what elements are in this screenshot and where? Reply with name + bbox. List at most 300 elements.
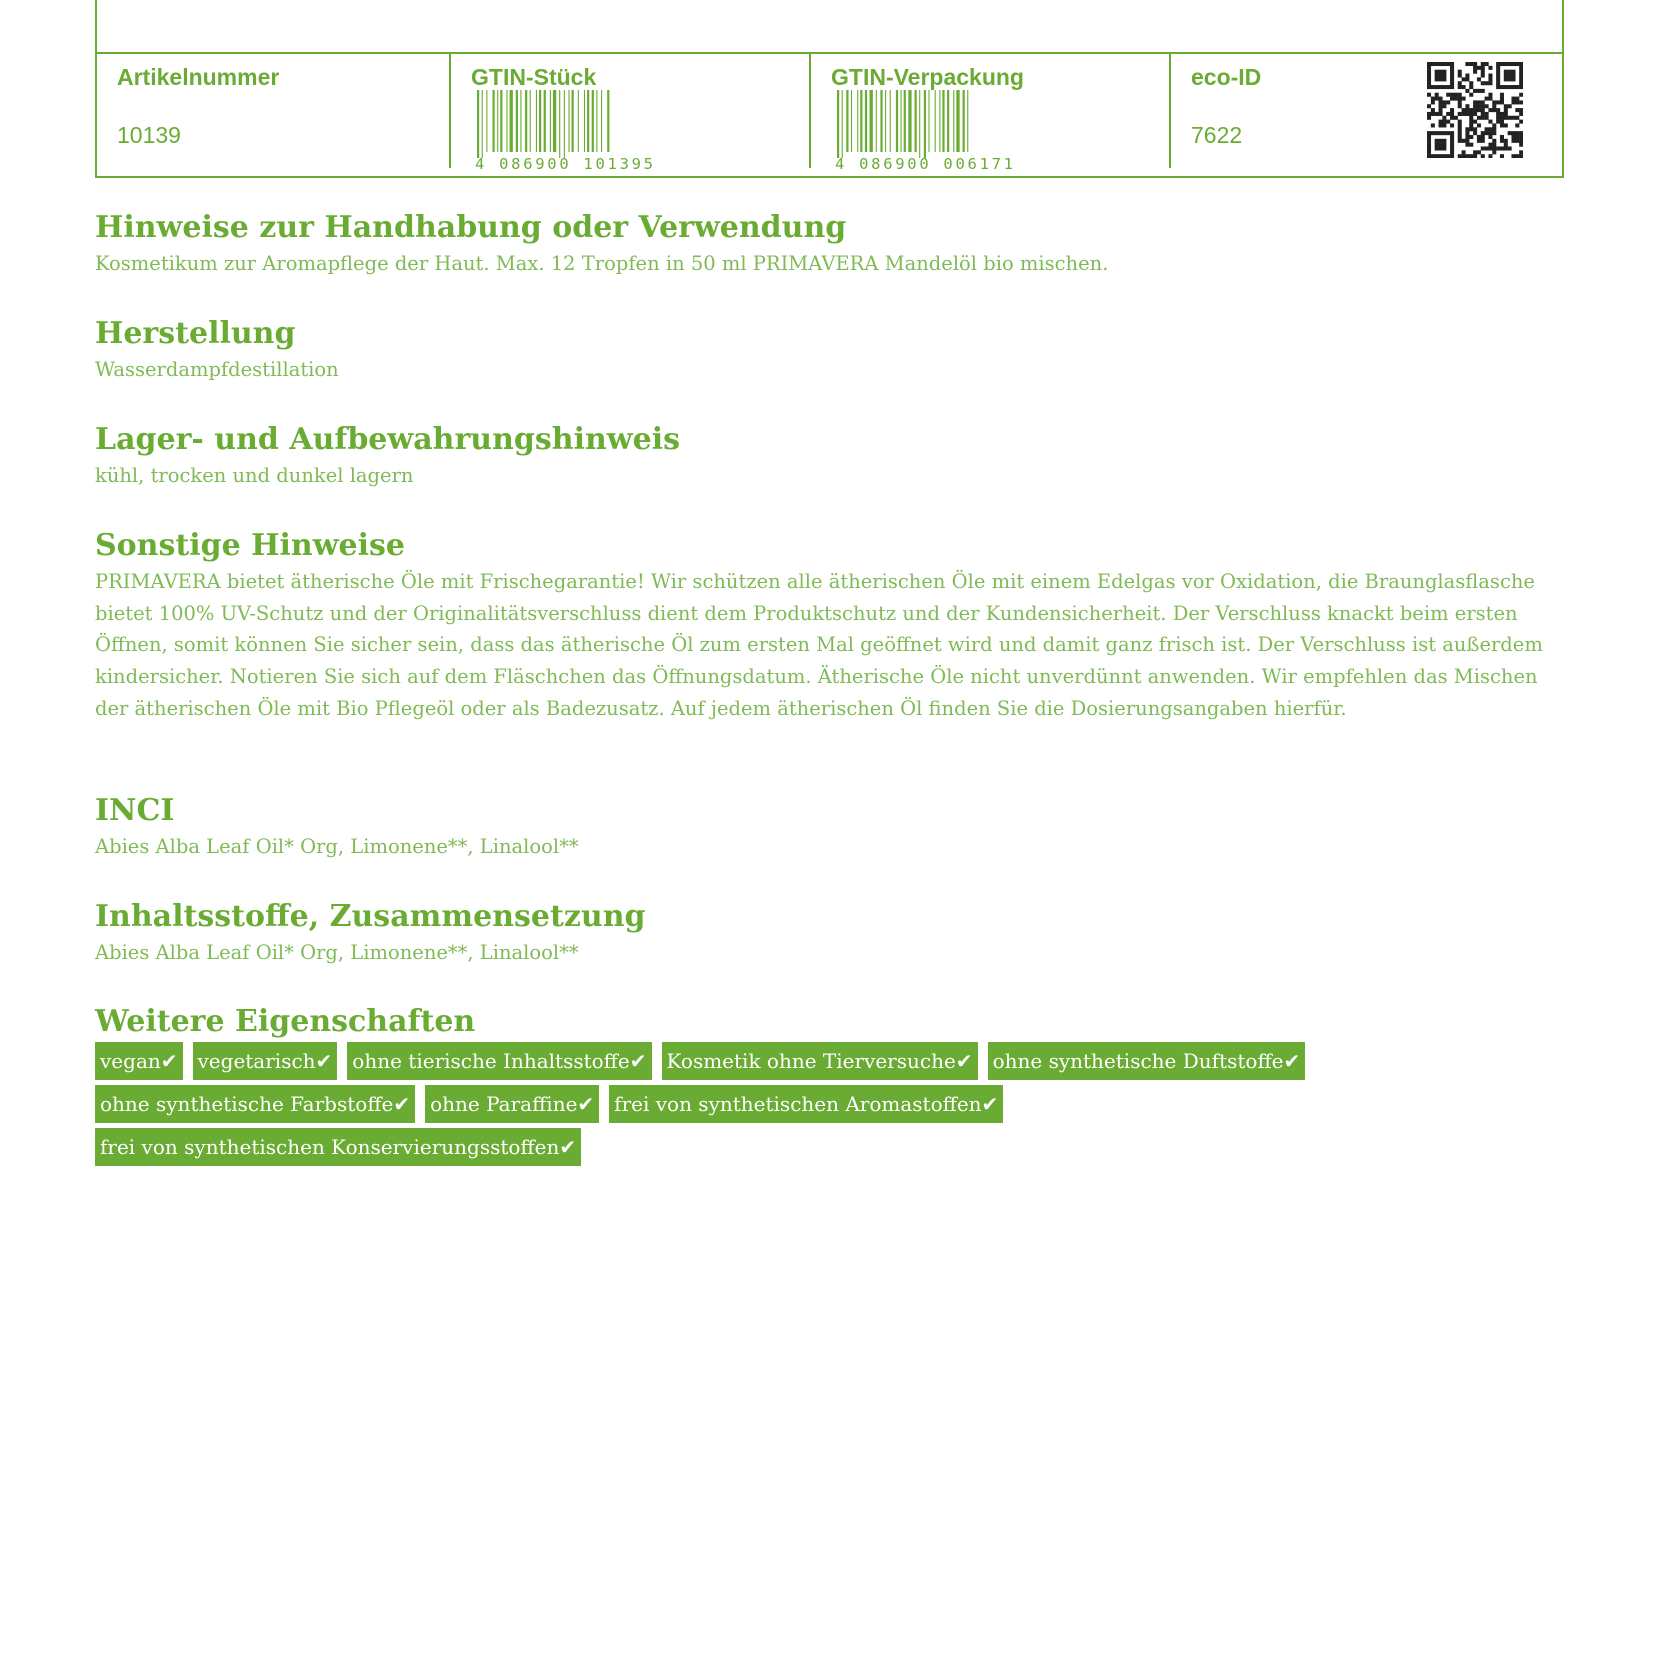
qr-module <box>1435 154 1439 158</box>
qr-module <box>1500 97 1504 101</box>
qr-module <box>1511 74 1515 78</box>
qr-module <box>1488 131 1492 135</box>
gtin-piece-cell <box>449 54 811 172</box>
qr-module <box>1427 70 1431 74</box>
qr-module <box>1442 123 1446 127</box>
qr-module <box>1515 116 1519 120</box>
qr-module <box>1508 131 1512 135</box>
qr-module <box>1446 131 1450 135</box>
qr-module <box>1427 77 1431 81</box>
qr-module <box>1511 131 1515 135</box>
qr-module <box>1465 77 1469 81</box>
qr-module <box>1458 127 1462 131</box>
qr-module <box>1450 77 1454 81</box>
qr-module <box>1442 74 1446 78</box>
barcode-bar <box>530 90 531 152</box>
qr-module <box>1492 150 1496 154</box>
qr-module <box>1458 93 1462 97</box>
qr-module <box>1511 116 1515 120</box>
qr-module <box>1439 97 1443 101</box>
qr-module <box>1481 116 1485 120</box>
qr-module <box>1500 116 1504 120</box>
qr-module <box>1431 131 1435 135</box>
qr-module <box>1504 77 1508 81</box>
qr-module <box>1492 143 1496 147</box>
barcode-bar <box>516 90 518 152</box>
qr-module <box>1439 139 1443 143</box>
qr-module <box>1496 146 1500 150</box>
qr-module <box>1485 127 1489 131</box>
qr-module <box>1504 143 1508 147</box>
qr-module <box>1488 135 1492 139</box>
qr-module <box>1508 146 1512 150</box>
qr-module <box>1458 104 1462 108</box>
qr-module <box>1439 131 1443 135</box>
qr-module <box>1508 62 1512 66</box>
qr-module <box>1469 93 1473 97</box>
qr-module <box>1435 70 1439 74</box>
qr-module <box>1462 97 1466 101</box>
section-text: Abies Alba Leaf Oil* Org, Limonene**, Linalool** <box>95 835 579 858</box>
qr-module <box>1465 127 1469 131</box>
qr-module <box>1473 154 1477 158</box>
qr-module <box>1488 93 1492 97</box>
qr-module <box>1492 104 1496 108</box>
qr-module <box>1439 74 1443 78</box>
barcode-bar <box>915 90 917 152</box>
section-other-notes <box>95 526 1565 725</box>
qr-module <box>1473 66 1477 70</box>
qr-module <box>1469 62 1473 66</box>
qr-module <box>1427 150 1431 154</box>
qr-module <box>1450 74 1454 78</box>
qr-module <box>1519 108 1523 112</box>
qr-module <box>1519 143 1523 147</box>
qr-module <box>1496 81 1500 85</box>
section-inci <box>95 791 1565 863</box>
qr-module <box>1485 116 1489 120</box>
barcode-bar <box>857 90 858 152</box>
qr-module <box>1481 81 1485 85</box>
qr-module <box>1496 100 1500 104</box>
barcode-bar <box>601 90 602 152</box>
gtin-piece-label: GTIN-Stück <box>471 64 597 90</box>
qr-module <box>1496 62 1500 66</box>
qr-module <box>1427 81 1431 85</box>
barcode-bar <box>896 90 898 152</box>
qr-module <box>1488 127 1492 131</box>
qr-module <box>1519 93 1523 97</box>
qr-module <box>1511 135 1515 139</box>
qr-module <box>1519 154 1523 158</box>
qr-module <box>1481 62 1485 66</box>
qr-module <box>1488 66 1492 70</box>
section-heading: Hinweise zur Handhabung oder Verwendung <box>95 210 847 245</box>
barcode-bar <box>885 90 886 152</box>
barcode-bar <box>924 90 926 158</box>
qr-module <box>1500 139 1504 143</box>
qr-module <box>1442 154 1446 158</box>
qr-module <box>1508 74 1512 78</box>
qr-module <box>1500 135 1504 139</box>
barcode-bar <box>870 90 873 152</box>
barcode-bar <box>837 90 839 158</box>
qr-module <box>1500 100 1504 104</box>
barcode-bar <box>935 90 936 152</box>
qr-module <box>1496 77 1500 81</box>
barcode-bar <box>544 90 546 152</box>
qr-module <box>1515 62 1519 66</box>
gtin-packaging-digits: 4 086900 006171 <box>835 155 1013 172</box>
barcode-bar <box>539 90 541 152</box>
qr-module <box>1515 123 1519 127</box>
gtin-piece-barcode <box>475 90 655 172</box>
qr-module <box>1477 100 1481 104</box>
qr-module <box>1508 85 1512 89</box>
qr-module <box>1492 131 1496 135</box>
qr-module <box>1492 139 1496 143</box>
qr-module <box>1511 100 1515 104</box>
qr-module <box>1519 77 1523 81</box>
barcode-bar <box>928 90 929 152</box>
qr-module <box>1431 85 1435 89</box>
qr-module <box>1458 70 1462 74</box>
qr-module <box>1488 146 1492 150</box>
qr-module <box>1465 112 1469 116</box>
qr-module <box>1504 123 1508 127</box>
qr-module <box>1465 74 1469 78</box>
qr-module <box>1473 62 1477 66</box>
qr-module <box>1446 154 1450 158</box>
qr-module <box>1496 112 1500 116</box>
qr-module <box>1450 150 1454 154</box>
section-heading: Weitere Eigenschaften <box>95 1004 476 1039</box>
qr-module <box>1435 93 1439 97</box>
qr-module <box>1519 70 1523 74</box>
barcode-bar <box>500 90 502 152</box>
property-tag: vegan✔ <box>95 1042 183 1080</box>
qr-module <box>1439 104 1443 108</box>
qr-module <box>1473 70 1477 74</box>
qr-module <box>1450 66 1454 70</box>
qr-module <box>1446 120 1450 124</box>
qr-module <box>1511 139 1515 143</box>
qr-module <box>1450 123 1454 127</box>
qr-module <box>1427 93 1431 97</box>
qr-module <box>1504 108 1508 112</box>
qr-module <box>1477 123 1481 127</box>
qr-module <box>1442 100 1446 104</box>
qr-module <box>1458 100 1462 104</box>
qr-module <box>1504 146 1508 150</box>
qr-module <box>1500 120 1504 124</box>
qr-module <box>1450 108 1454 112</box>
qr-module <box>1439 100 1443 104</box>
qr-module <box>1519 81 1523 85</box>
section-usage <box>95 208 1565 280</box>
qr-module <box>1488 77 1492 81</box>
barcode-bar <box>880 90 882 152</box>
barcode-bar <box>592 90 594 152</box>
section-heading: Inhaltsstoffe, Zusammensetzung <box>95 899 646 934</box>
qr-module <box>1473 150 1477 154</box>
section-text: Abies Alba Leaf Oil* Org, Limonene**, Linalool** <box>95 941 579 964</box>
qr-module <box>1450 143 1454 147</box>
qr-module <box>1500 112 1504 116</box>
qr-module <box>1439 77 1443 81</box>
barcode-bar <box>607 90 609 152</box>
qr-module <box>1431 112 1435 116</box>
qr-module <box>1439 70 1443 74</box>
qr-module <box>1488 81 1492 85</box>
qr-module <box>1496 74 1500 78</box>
qr-module <box>1450 139 1454 143</box>
qr-module <box>1454 97 1458 101</box>
property-tag: frei von synthetischen Konservierungsstoffen✔ <box>95 1128 581 1166</box>
qr-module <box>1504 70 1508 74</box>
qr-module <box>1462 112 1466 116</box>
qr-module <box>1427 139 1431 143</box>
qr-module <box>1477 66 1481 70</box>
property-tags <box>95 1042 1565 1171</box>
qr-module <box>1511 154 1515 158</box>
barcode-bar <box>904 90 906 152</box>
qr-module <box>1465 104 1469 108</box>
qr-module <box>1504 74 1508 78</box>
qr-module <box>1442 143 1446 147</box>
section-properties <box>95 1002 1565 1042</box>
qr-module <box>1477 108 1481 112</box>
qr-module <box>1435 146 1439 150</box>
barcode-bar <box>510 90 513 152</box>
qr-module <box>1439 123 1443 127</box>
qr-module <box>1427 143 1431 147</box>
qr-module <box>1519 139 1523 143</box>
tag-row <box>95 1085 1565 1128</box>
barcode-bar <box>963 90 965 152</box>
qr-module <box>1427 104 1431 108</box>
barcode-bar <box>953 90 954 152</box>
qr-module <box>1515 131 1519 135</box>
qr-module <box>1462 150 1466 154</box>
qr-module <box>1515 154 1519 158</box>
qr-module <box>1488 154 1492 158</box>
qr-module <box>1485 62 1489 66</box>
qr-module <box>1465 62 1469 66</box>
qr-module <box>1508 116 1512 120</box>
qr-module <box>1481 70 1485 74</box>
qr-module <box>1492 108 1496 112</box>
qr-module <box>1500 62 1504 66</box>
qr-module <box>1458 135 1462 139</box>
qr-module <box>1469 154 1473 158</box>
qr-module <box>1431 62 1435 66</box>
barcode-icon <box>475 90 655 172</box>
qr-module <box>1485 146 1489 150</box>
qr-module <box>1442 116 1446 120</box>
qr-module <box>1496 66 1500 70</box>
barcode-bar <box>482 90 483 158</box>
qr-module <box>1511 62 1515 66</box>
article-number-cell <box>97 54 449 172</box>
qr-module <box>1511 70 1515 74</box>
qr-module <box>1450 135 1454 139</box>
qr-module <box>1477 89 1481 93</box>
barcode-bar <box>967 90 968 152</box>
qr-module <box>1469 123 1473 127</box>
qr-module <box>1469 120 1473 124</box>
qr-module <box>1511 97 1515 101</box>
property-tag: Kosmetik ohne Tierversuche✔ <box>662 1042 978 1080</box>
property-tag: ohne tierische Inhaltsstoffe✔ <box>347 1042 651 1080</box>
qr-module <box>1439 154 1443 158</box>
qr-module <box>1511 85 1515 89</box>
qr-module <box>1500 93 1504 97</box>
property-tag: vegetarisch✔ <box>193 1042 338 1080</box>
barcode-bar <box>851 90 852 152</box>
qr-module <box>1481 104 1485 108</box>
qr-module <box>1427 135 1431 139</box>
eco-id-label: eco-ID <box>1191 64 1262 90</box>
qr-module <box>1504 112 1508 116</box>
qr-module <box>1431 154 1435 158</box>
qr-module <box>1488 120 1492 124</box>
qr-module <box>1469 116 1473 120</box>
qr-module <box>1519 74 1523 78</box>
qr-module <box>1481 66 1485 70</box>
qr-module <box>1439 120 1443 124</box>
qr-module <box>1427 131 1431 135</box>
qr-module <box>1431 123 1435 127</box>
qr-module <box>1446 112 1450 116</box>
qr-module <box>1465 139 1469 143</box>
barcode-bar <box>890 90 891 152</box>
barcode-bar <box>842 90 843 158</box>
section-text: Kosmetikum zur Aromapflege der Haut. Max. 12 Tropfen in 50 ml PRIMAVERA Mandelöl bio mischen. <box>95 252 1109 275</box>
qr-module <box>1473 131 1477 135</box>
qr-module <box>1454 93 1458 97</box>
qr-module <box>1427 116 1431 120</box>
qr-module <box>1458 97 1462 101</box>
qr-module <box>1431 97 1435 101</box>
qr-module <box>1515 108 1519 112</box>
qr-module <box>1442 131 1446 135</box>
qr-module <box>1435 85 1439 89</box>
qr-module <box>1477 139 1481 143</box>
qr-module <box>1446 100 1450 104</box>
qr-module <box>1458 131 1462 135</box>
qr-module <box>1500 146 1504 150</box>
barcode-bar <box>477 90 479 158</box>
qr-module <box>1485 112 1489 116</box>
section-heading: Sonstige Hinweise <box>95 528 405 563</box>
barcode-bar <box>584 90 585 152</box>
section-text: kühl, trocken und dunkel lagern <box>95 464 414 487</box>
section-ingredients <box>95 897 1565 969</box>
qr-module <box>1462 154 1466 158</box>
qr-module <box>1435 97 1439 101</box>
qr-module <box>1473 100 1477 104</box>
qr-module <box>1439 112 1443 116</box>
qr-module <box>1488 74 1492 78</box>
qr-module <box>1515 135 1519 139</box>
qr-module <box>1427 62 1431 66</box>
qr-module <box>1488 143 1492 147</box>
qr-module <box>1519 62 1523 66</box>
qr-module <box>1435 77 1439 81</box>
qr-module <box>1473 108 1477 112</box>
qr-module <box>1442 104 1446 108</box>
eco-id-cell <box>1169 54 1566 168</box>
qr-module <box>1427 146 1431 150</box>
qr-module <box>1508 70 1512 74</box>
gtin-packaging-barcode <box>835 90 1015 172</box>
barcode-bar <box>939 90 940 152</box>
property-tag: ohne synthetische Farbstoffe✔ <box>95 1085 415 1123</box>
qr-module <box>1465 108 1469 112</box>
qr-module <box>1450 93 1454 97</box>
qr-module <box>1519 131 1523 135</box>
qr-module <box>1496 120 1500 124</box>
gtin-piece-digits: 4 086900 101395 <box>475 155 653 172</box>
qr-module <box>1508 77 1512 81</box>
qr-module <box>1435 74 1439 78</box>
property-tag: ohne synthetische Duftstoffe✔ <box>988 1042 1306 1080</box>
barcode-bar <box>564 90 565 158</box>
tag-row <box>95 1042 1565 1085</box>
qr-module <box>1435 112 1439 116</box>
qr-module <box>1450 146 1454 150</box>
qr-module <box>1500 154 1504 158</box>
qr-module <box>1519 100 1523 104</box>
qr-module <box>1477 104 1481 108</box>
qr-module <box>1442 139 1446 143</box>
qr-module <box>1465 89 1469 93</box>
barcode-bar <box>956 90 959 152</box>
qr-module <box>1477 116 1481 120</box>
qr-module <box>1485 131 1489 135</box>
barcode-bar <box>578 90 579 152</box>
qr-module <box>1442 77 1446 81</box>
qr-module <box>1477 150 1481 154</box>
qr-module <box>1492 123 1496 127</box>
article-number-label: Artikelnummer <box>117 64 280 90</box>
qr-module <box>1450 62 1454 66</box>
qr-module <box>1458 123 1462 127</box>
section-heading: Herstellung <box>95 316 296 351</box>
section-heading: Lager- und Aufbewahrungshinweis <box>95 422 680 457</box>
qr-module <box>1481 146 1485 150</box>
qr-module <box>1450 131 1454 135</box>
qr-module <box>1504 116 1508 120</box>
qr-module <box>1465 143 1469 147</box>
qr-module <box>1473 89 1477 93</box>
qr-module <box>1469 135 1473 139</box>
qr-module <box>1442 62 1446 66</box>
qr-module <box>1492 127 1496 131</box>
qr-module <box>1446 62 1450 66</box>
qr-module <box>1473 120 1477 124</box>
barcode-bar <box>596 90 597 152</box>
barcode-bar <box>506 90 507 152</box>
qr-module <box>1485 81 1489 85</box>
barcode-bar <box>525 90 527 152</box>
qr-module <box>1454 116 1458 120</box>
qr-module <box>1496 70 1500 74</box>
qr-module <box>1477 77 1481 81</box>
qr-module <box>1496 116 1500 120</box>
qr-module <box>1458 139 1462 143</box>
